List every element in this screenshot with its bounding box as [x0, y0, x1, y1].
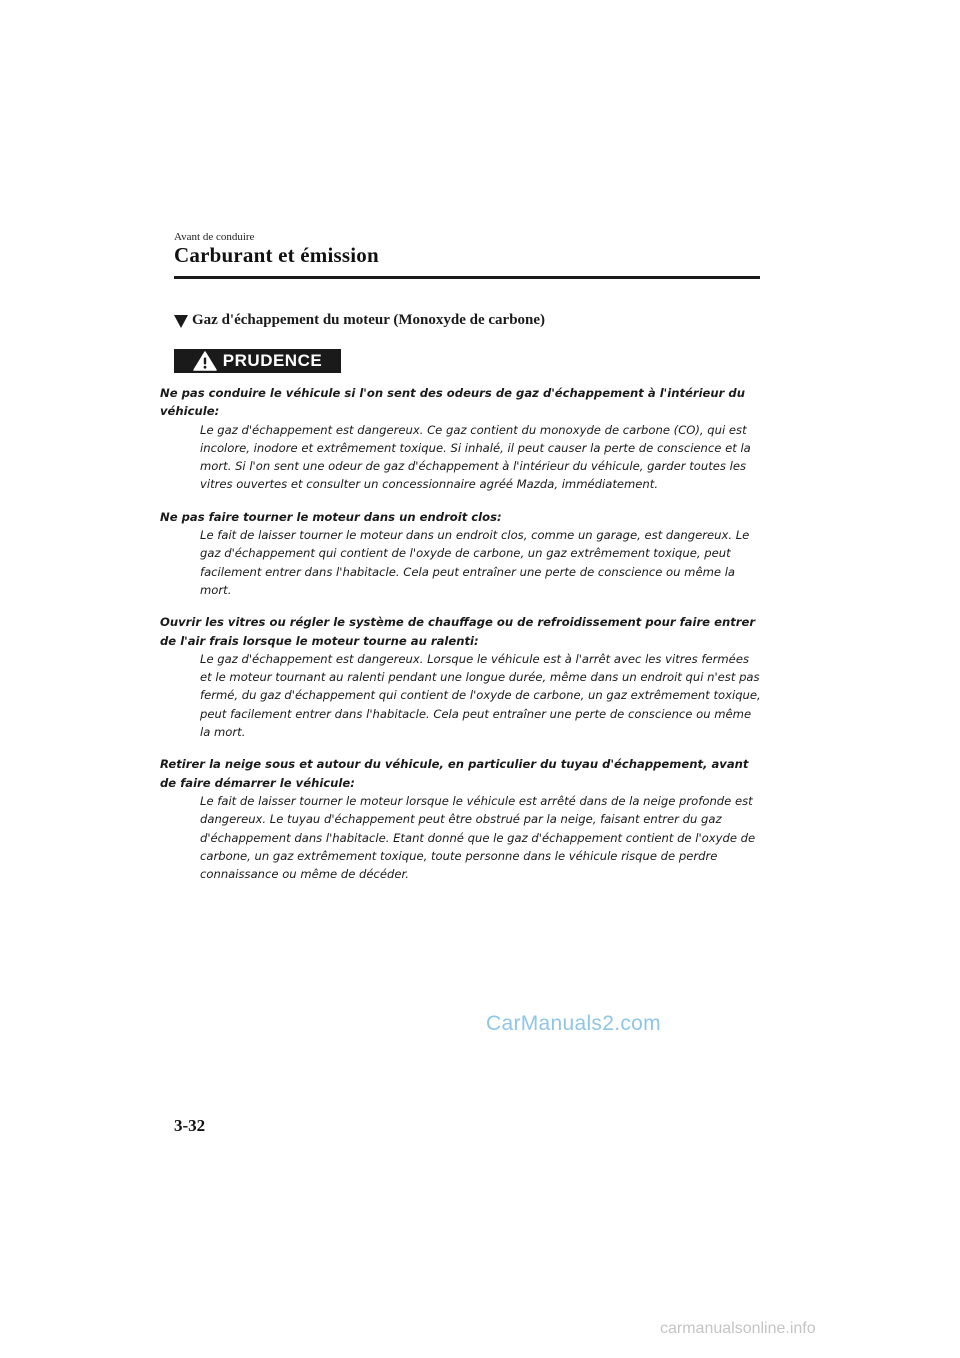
section-heading-text: Gaz d'échappement du moteur (Monoxyde de carbone)	[192, 312, 546, 328]
caution-label: PRUDENCE	[222, 351, 323, 370]
caution-item	[160, 384, 764, 494]
section-heading	[174, 312, 545, 329]
caution-item-body: Le fait de laisser tourner le moteur dans un endroit clos, comme un garage, est dangereux. Le gaz d'échappement qui contient de l'oxyde de carbone, un gaz extrêmement toxique, peut facilement entrer dans l'habitacle. Cela peut entraîner une perte de conscience ou même la mort.	[200, 528, 750, 597]
chapter-title: Carburant et émission	[174, 243, 379, 267]
caution-item-heading: Retirer la neige sous et autour du véhicule, en particulier du tuyau d'échappement, avant de faire démarrer le véhicule:	[160, 757, 749, 790]
page-number: 3-32	[174, 1116, 206, 1135]
caution-item-heading: Ouvrir les vitres ou régler le système de chauffage ou de refroidissement pour faire entrer de l'air frais lorsque le moteur tourne au ralenti:	[160, 615, 756, 648]
caution-item-body: Le gaz d'échappement est dangereux. Lorsque le véhicule est à l'arrêt avec les vitres fermées et le moteur tournant au ralenti pendant une longue durée, même dans un endroit qui n'est pas fermé, du gaz d'échappement qui contient de l'oxyde de carbone, un gaz extrêmement toxique, peut facilement entrer dans l'habitacle. Cela peut entraîner une perte de conscience ou même la mort.	[200, 651, 761, 740]
caution-item-heading: Ne pas faire tourner le moteur dans un endroit clos:	[160, 509, 502, 524]
caution-item	[160, 508, 764, 599]
caution-item-body: Le fait de laisser tourner le moteur lorsque le véhicule est arrêté dans de la neige profonde est dangereux. Le tuyau d'échappement peut être obstrué par la neige, faisant entrer du gaz d'échappement dans l'habitacle. Etant donné que le gaz d'échappement contient de l'oxyde de carbone, un gaz extrêmement toxique, toute personne dans le véhicule risque de perdre connaissance ou même de décéder.	[200, 793, 756, 882]
caution-item-heading: Ne pas conduire le véhicule si l'on sent des odeurs de gaz d'échappement à l'intérieur du véhicule:	[160, 386, 745, 419]
caution-item	[160, 755, 764, 883]
watermark-link[interactable]: CarManuals2.com	[486, 1012, 661, 1035]
caution-item-body: Le gaz d'échappement est dangereux. Ce gaz contient du monoxyde de carbone (CO), qui est incolore, inodore et extrêmement toxique. Si inhalé, il peut causer la perte de conscience et la mort. Si l'on sent une odeur de gaz d'échappement à l'intérieur du véhicule, garder toutes les vitres ouvertes et consulter un concessionnaire agréé Mazda, immédiatement.	[200, 422, 751, 492]
breadcrumb: Avant de conduire	[174, 231, 255, 243]
caution-list	[160, 384, 764, 897]
caution-item	[160, 613, 764, 741]
triangle-bullet-icon	[174, 315, 188, 328]
header-divider	[174, 276, 760, 279]
warning-triangle-icon	[193, 351, 217, 371]
caution-badge	[174, 349, 341, 373]
footer-watermark: carmanualsonline.info	[660, 1320, 816, 1337]
